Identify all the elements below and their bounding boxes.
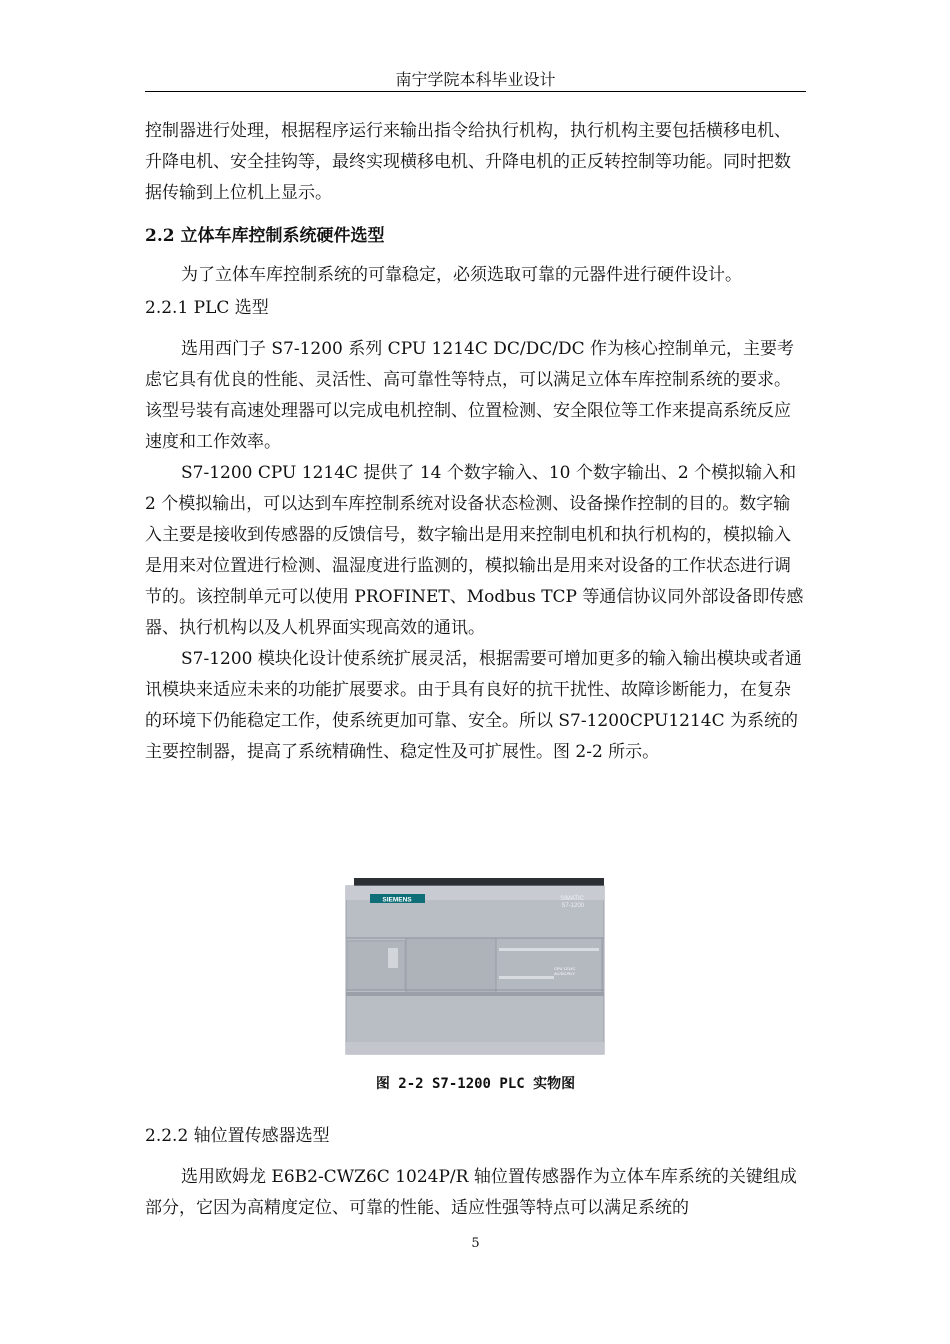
- plc-paragraph-1: 选用西门子 S7-1200 系列 CPU 1214C DC/DC/DC 作为核心控制单元，主要考虑它具有优良的性能、灵活性、高可靠性等特点，可以满足立体车库控制系统的要求。该型号装有高速处理器可以完成电机控制、位置检测、安全限位等工作来提高系统反应速度和工作效率。: [145, 339, 795, 452]
- sensor-paragraph: 选用欧姆龙 E6B2-CWZ6C 1024P/R 轴位置传感器作为立体车库系统的关键组成部分，它因为高精度定位、可靠的性能、适应性强等特点可以满足系统的: [145, 1167, 797, 1218]
- plc-paragraph-2: S7-1200 CPU 1214C 提供了 14 个数字输入、10 个数字输出、2 个模拟输入和 2 个模拟输出，可以达到车库控制系统对设备状态检测、设备操作控制的目的。数字输入主要是接收到传感器的反馈信号，数字输出是用来控制电机和执行机构的，模拟输入是用来对位置进行检测、温湿度进行监测的，模拟输出是用来对设备的工作状态进行调节的。该控制单元可以使用 PROFINET、Modbus TCP 等通信协议同外部设备即传感器、执行机构以及人机界面实现高效的通讯。: [145, 463, 804, 638]
- section-heading-2-2: 2.2 立体车库控制系统硬件选型: [145, 226, 385, 246]
- simatic-label: SIMATIC: [560, 896, 584, 902]
- plc-photo: [344, 872, 608, 1056]
- plc-paragraph-3: S7-1200 模块化设计使系统扩展灵活，根据需要可增加更多的输入输出模块或者通讯模块来适应未来的功能扩展要求。由于具有良好的抗干扰性、故障诊断能力，在复杂的环境下仍能稳定工作，使系统更加可靠、安全。所以 S7-1200CPU1214C 为系统的主要控制器，提高了系统精确性、稳定性及可扩展性。图 2-2 所示。: [145, 649, 802, 762]
- cpu-model-label: CPU 1214C: [554, 966, 576, 971]
- intro-paragraph: 控制器进行处理，根据程序运行来输出指令给执行机构，执行机构主要包括横移电机、升降电机、安全挂钩等，最终实现横移电机、升降电机的正反转控制等功能。同时把数据传输到上位机上显示。: [145, 121, 791, 203]
- subsection-heading-2-2-2: 2.2.2 轴位置传感器选型: [145, 1126, 330, 1146]
- header-rule: [145, 91, 806, 92]
- section-2-2-paragraph: 为了立体车库控制系统的可靠稳定，必须选取可靠的元器件进行硬件设计。: [181, 265, 742, 285]
- s7-1200-label: S7-1200: [561, 903, 584, 909]
- page-header: 南宁学院本科毕业设计: [395, 70, 556, 89]
- page-number: 5: [471, 1236, 480, 1251]
- subsection-heading-2-2-1: 2.2.1 PLC 选型: [145, 298, 269, 318]
- main-content: [145, 116, 806, 768]
- figure-caption: 图 2-2 S7-1200 PLC 实物图: [375, 1076, 576, 1092]
- section-2-2-2: [145, 1121, 806, 1224]
- siemens-logo-text: SIEMENS: [382, 896, 412, 904]
- cpu-type-label: AC/DC/RLY: [554, 971, 576, 976]
